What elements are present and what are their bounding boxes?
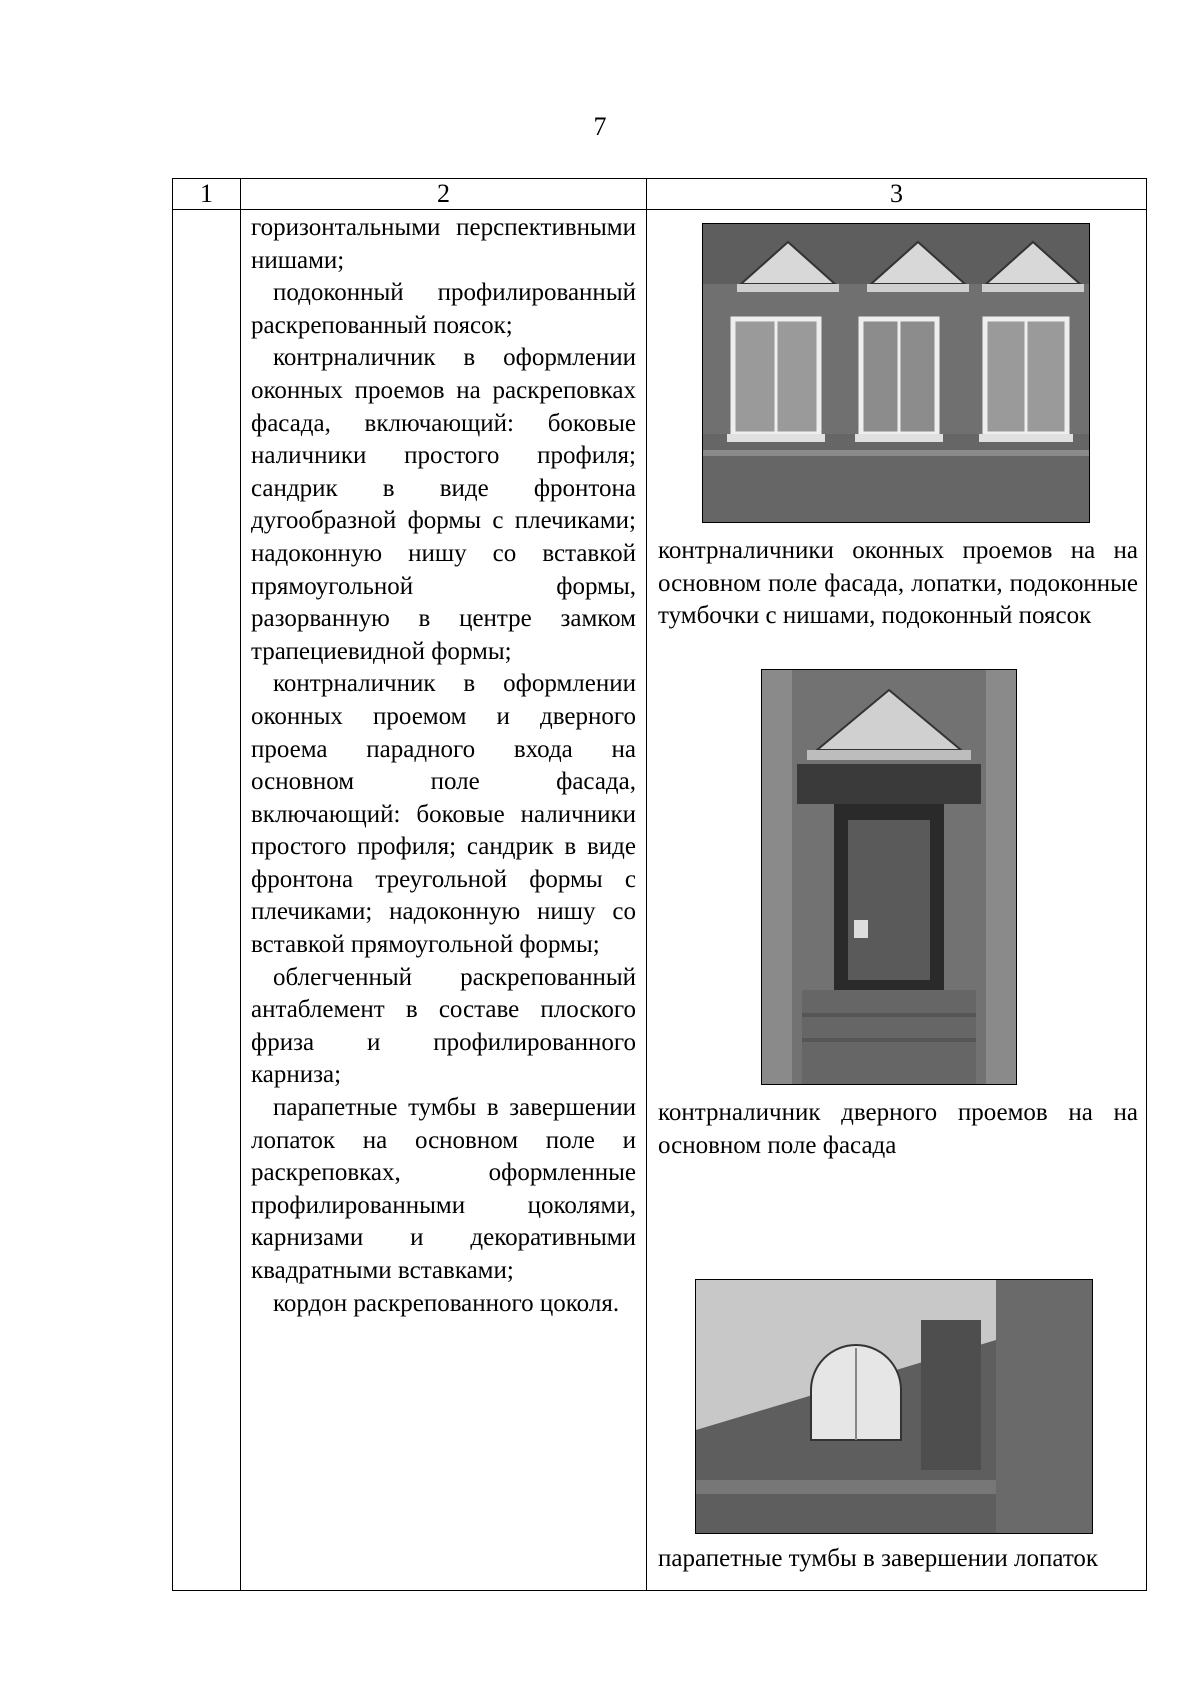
photo-caption: контрналичники оконных проемов на на основном поле фасада, лопатки, подоконные тумбочки с нишами, подоконный поясок — [658, 537, 1138, 630]
facade-elements-table — [172, 178, 1147, 1591]
description-paragraph: кордон раскрепованного цоколя. — [273, 1289, 620, 1317]
photo-caption: парапетные тумбы в завершении лопаток — [658, 1545, 1099, 1572]
header-col-3: 3 — [647, 179, 1147, 210]
cell-col-2 — [241, 210, 647, 1591]
description-paragraph: горизонтальными перспективными нишами; — [251, 214, 636, 274]
cell-col-3 — [647, 210, 1147, 1591]
facade-windows-illustration — [703, 224, 1089, 522]
photo-caption: контрналичник дверного проемов на на основном поле фасада — [658, 1099, 1138, 1159]
description-paragraph: контрналичник в оформлении оконных проемов на раскреповках фасада, включающий: боковые наличники простого профиля; сандрик в виде фронтона дугообразной формы с плечиками; надоконную нишу со вставкой прямоугольной формы, разорванную в центре замком трапециевидной формы; — [251, 344, 636, 665]
description-paragraph: подоконный профилированный раскрепованный поясок; — [251, 279, 636, 339]
table-body-row — [173, 210, 1147, 1591]
entrance-door-photo — [761, 669, 1017, 1085]
facade-windows-photo — [702, 223, 1090, 523]
entrance-door-illustration — [762, 670, 1016, 1084]
page-number: 7 — [593, 112, 607, 141]
parapet-photo — [695, 1279, 1093, 1534]
cell-col-1 — [173, 210, 241, 1591]
table-header-row — [173, 179, 1147, 210]
parapet-illustration — [696, 1280, 1092, 1533]
description-paragraph: облегченный раскрепованный антаблемент в составе плоского фриза и профилированного карниза; — [251, 963, 636, 1089]
description-paragraph: парапетные тумбы в завершении лопаток на основном поле и раскреповках, оформленные профилированными цоколями, карнизами и декоративными квадратными вставками; — [251, 1094, 636, 1284]
header-col-1: 1 — [173, 179, 241, 210]
header-col-2: 2 — [241, 179, 647, 210]
description-paragraph: контрналичник в оформлении оконных проемом и дверного проема парадного входа на основном поле фасада, включающий: боковые наличники простого профиля; сандрик в виде фронтона треугольной формы с плечиками; надоконную нишу со вставкой прямоугольной формы; — [251, 670, 636, 959]
